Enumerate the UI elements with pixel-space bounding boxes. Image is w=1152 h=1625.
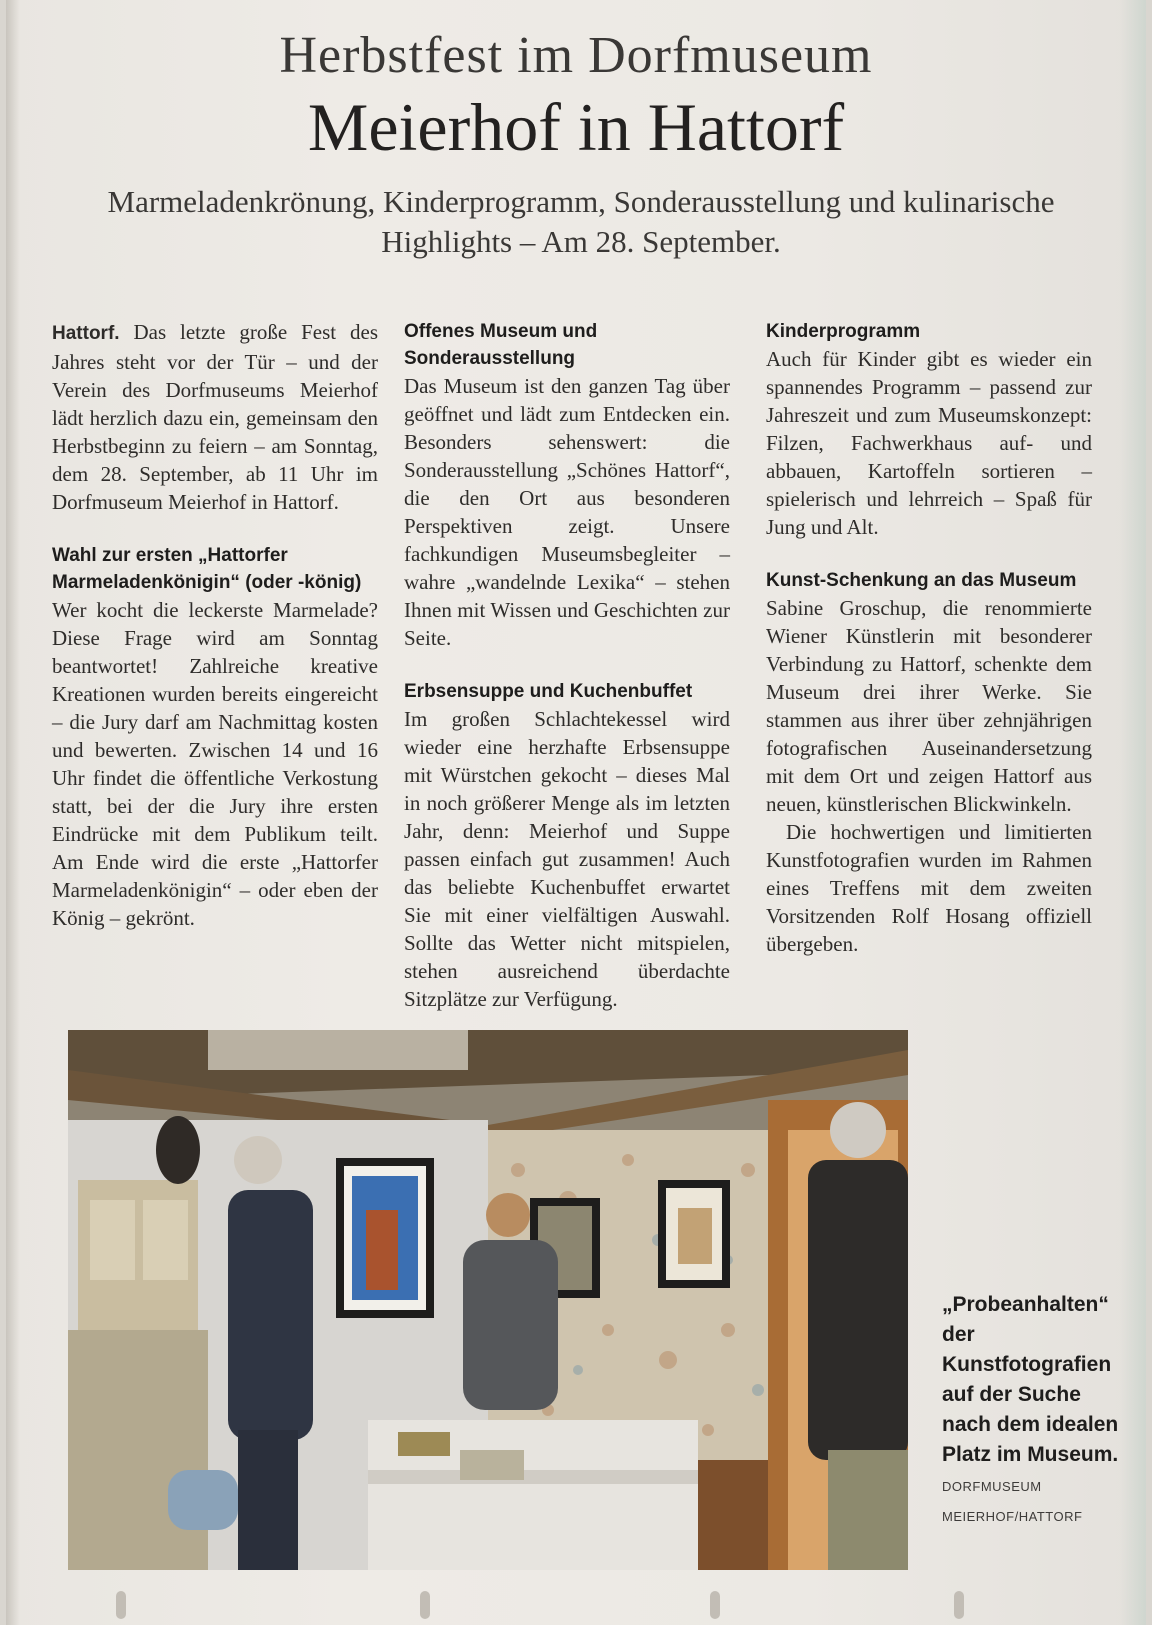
perforation-mark <box>710 1591 720 1619</box>
article-column-1 <box>52 318 378 932</box>
marmalade-paragraph: Wer kocht die leckerste Marmelade? Diese Frage wird am Sonntag beantwortet! Zahlreiche kreative Kreationen wurden bereits eingereicht – die Jury darf am Nachmittag kosten und bewerten. Zwischen 14 und 16 Uhr findet die öffentliche Verkostung statt, bei der die Jury ihre ersten Eindrücke mit dem Publikum teilt. Am Ende wird die erste „Hattorfer Marmeladenkönigin“ – oder eben der König – gekrönt. <box>52 598 378 930</box>
intro-paragraph <box>52 318 378 516</box>
perforation-mark <box>420 1591 430 1619</box>
handover-paragraph: Die hochwertigen und limitierten Kunstfotografien wurden im Rahmen eines Treffens mit dem zweiten Vorsitzenden Rolf Hosang offiziell übergeben. <box>766 820 1092 956</box>
soup-paragraph: Im großen Schlachtekessel wird wieder eine herzhafte Erbsensuppe mit Würstchen gekocht – dieses Mal in noch größerer Menge als im letzten Jahr, denn: Meierhof und Suppe passen einfach gut zusammen! Auch das beliebte Kuchenbuffet erwartet Sie mit einer vielfältigen Auswahl. Sollte das Wetter nicht mitspielen, stehen ausreichend überdachte Sitzplätze zur Verfügung. <box>404 707 730 1011</box>
museum-paragraph: Das Museum ist den ganzen Tag über geöffnet und lädt zum Entdecken ein. Besonders sehenswert: die Sonderausstellung „Schönes Hattorf“, die den Ort aus besonderen Perspektiven zeigt. Unsere fachkundigen Museumsbegleiter – wahre „wandelnde Lexika“ – stehen Ihnen mit Wissen und Geschichten zur Seite. <box>404 374 730 650</box>
photo-illustration <box>68 1030 908 1570</box>
article-headline: Meierhof in Hattorf <box>307 89 845 165</box>
section-heading-marmalade: Wahl zur ersten „Hattorfer Marmeladenkönigin“ (oder -könig) <box>52 545 362 593</box>
photo-credit: DORFMUSEUM MEIERHOF/HATTORF <box>942 1479 1083 1524</box>
paper-edge-shadow-right <box>1120 0 1146 1625</box>
dateline: Hattorf. <box>52 323 120 344</box>
section-heading-donation: Kunst-Schenkung an das Museum <box>766 570 1077 591</box>
article-subhead: Marmeladenkrönung, Kinderprogramm, Sonderausstellung und kulinarische Highlights – Am 28. September. <box>107 184 1055 259</box>
kids-paragraph: Auch für Kinder gibt es wieder ein spannendes Programm – passend zur Jahreszeit und zum Museumskonzept: Filzen, Fachwerkhaus auf- und abbauen, Kartoffeln sortieren – spielerisch und lehrreich – Spaß für Jung und Alt. <box>766 347 1092 539</box>
intro-text: Das letzte große Fest des Jahres steht vor der Tür – und der Verein des Dorfmuseums Meierhof lädt herzlich dazu ein, gemeinsam den Herbstbeginn zu feiern – am Sonntag, dem 28. September, ab 11 Uhr im Dorfmuseum Meierhof in Hattorf. <box>52 320 378 514</box>
donation-paragraph: Sabine Groschup, die renommierte Wiener Künstlerin mit besonderer Verbindung zu Hattorf, schenkte dem Museum drei ihrer Werke. Sie stammen aus ihrer über zehnjährigen fotografischen Auseinandersetzung mit dem Ort und zeigen Hattorf aus neuen, künstlerischen Blickwinkeln. <box>766 596 1092 816</box>
photo-caption <box>942 1290 1122 1530</box>
perforation-mark <box>954 1591 964 1619</box>
article-kicker: Herbstfest im Dorfmuseum <box>279 27 873 84</box>
section-heading-museum: Offenes Museum und Sonderausstellung <box>404 321 598 369</box>
article-column-2 <box>404 318 730 1013</box>
article-photo <box>68 1030 908 1570</box>
perforation-mark <box>116 1591 126 1619</box>
photo-caption-text: „Probeanhalten“ der Kunstfotografien auf der Suche nach dem idealen Platz im Museum. <box>942 1293 1119 1466</box>
newspaper-clipping <box>6 0 1146 1625</box>
paper-edge-shadow <box>6 0 20 1625</box>
section-heading-kids: Kinderprogramm <box>766 321 921 342</box>
article-column-3 <box>766 318 1092 958</box>
section-heading-soup: Erbsensuppe und Kuchenbuffet <box>404 681 693 702</box>
